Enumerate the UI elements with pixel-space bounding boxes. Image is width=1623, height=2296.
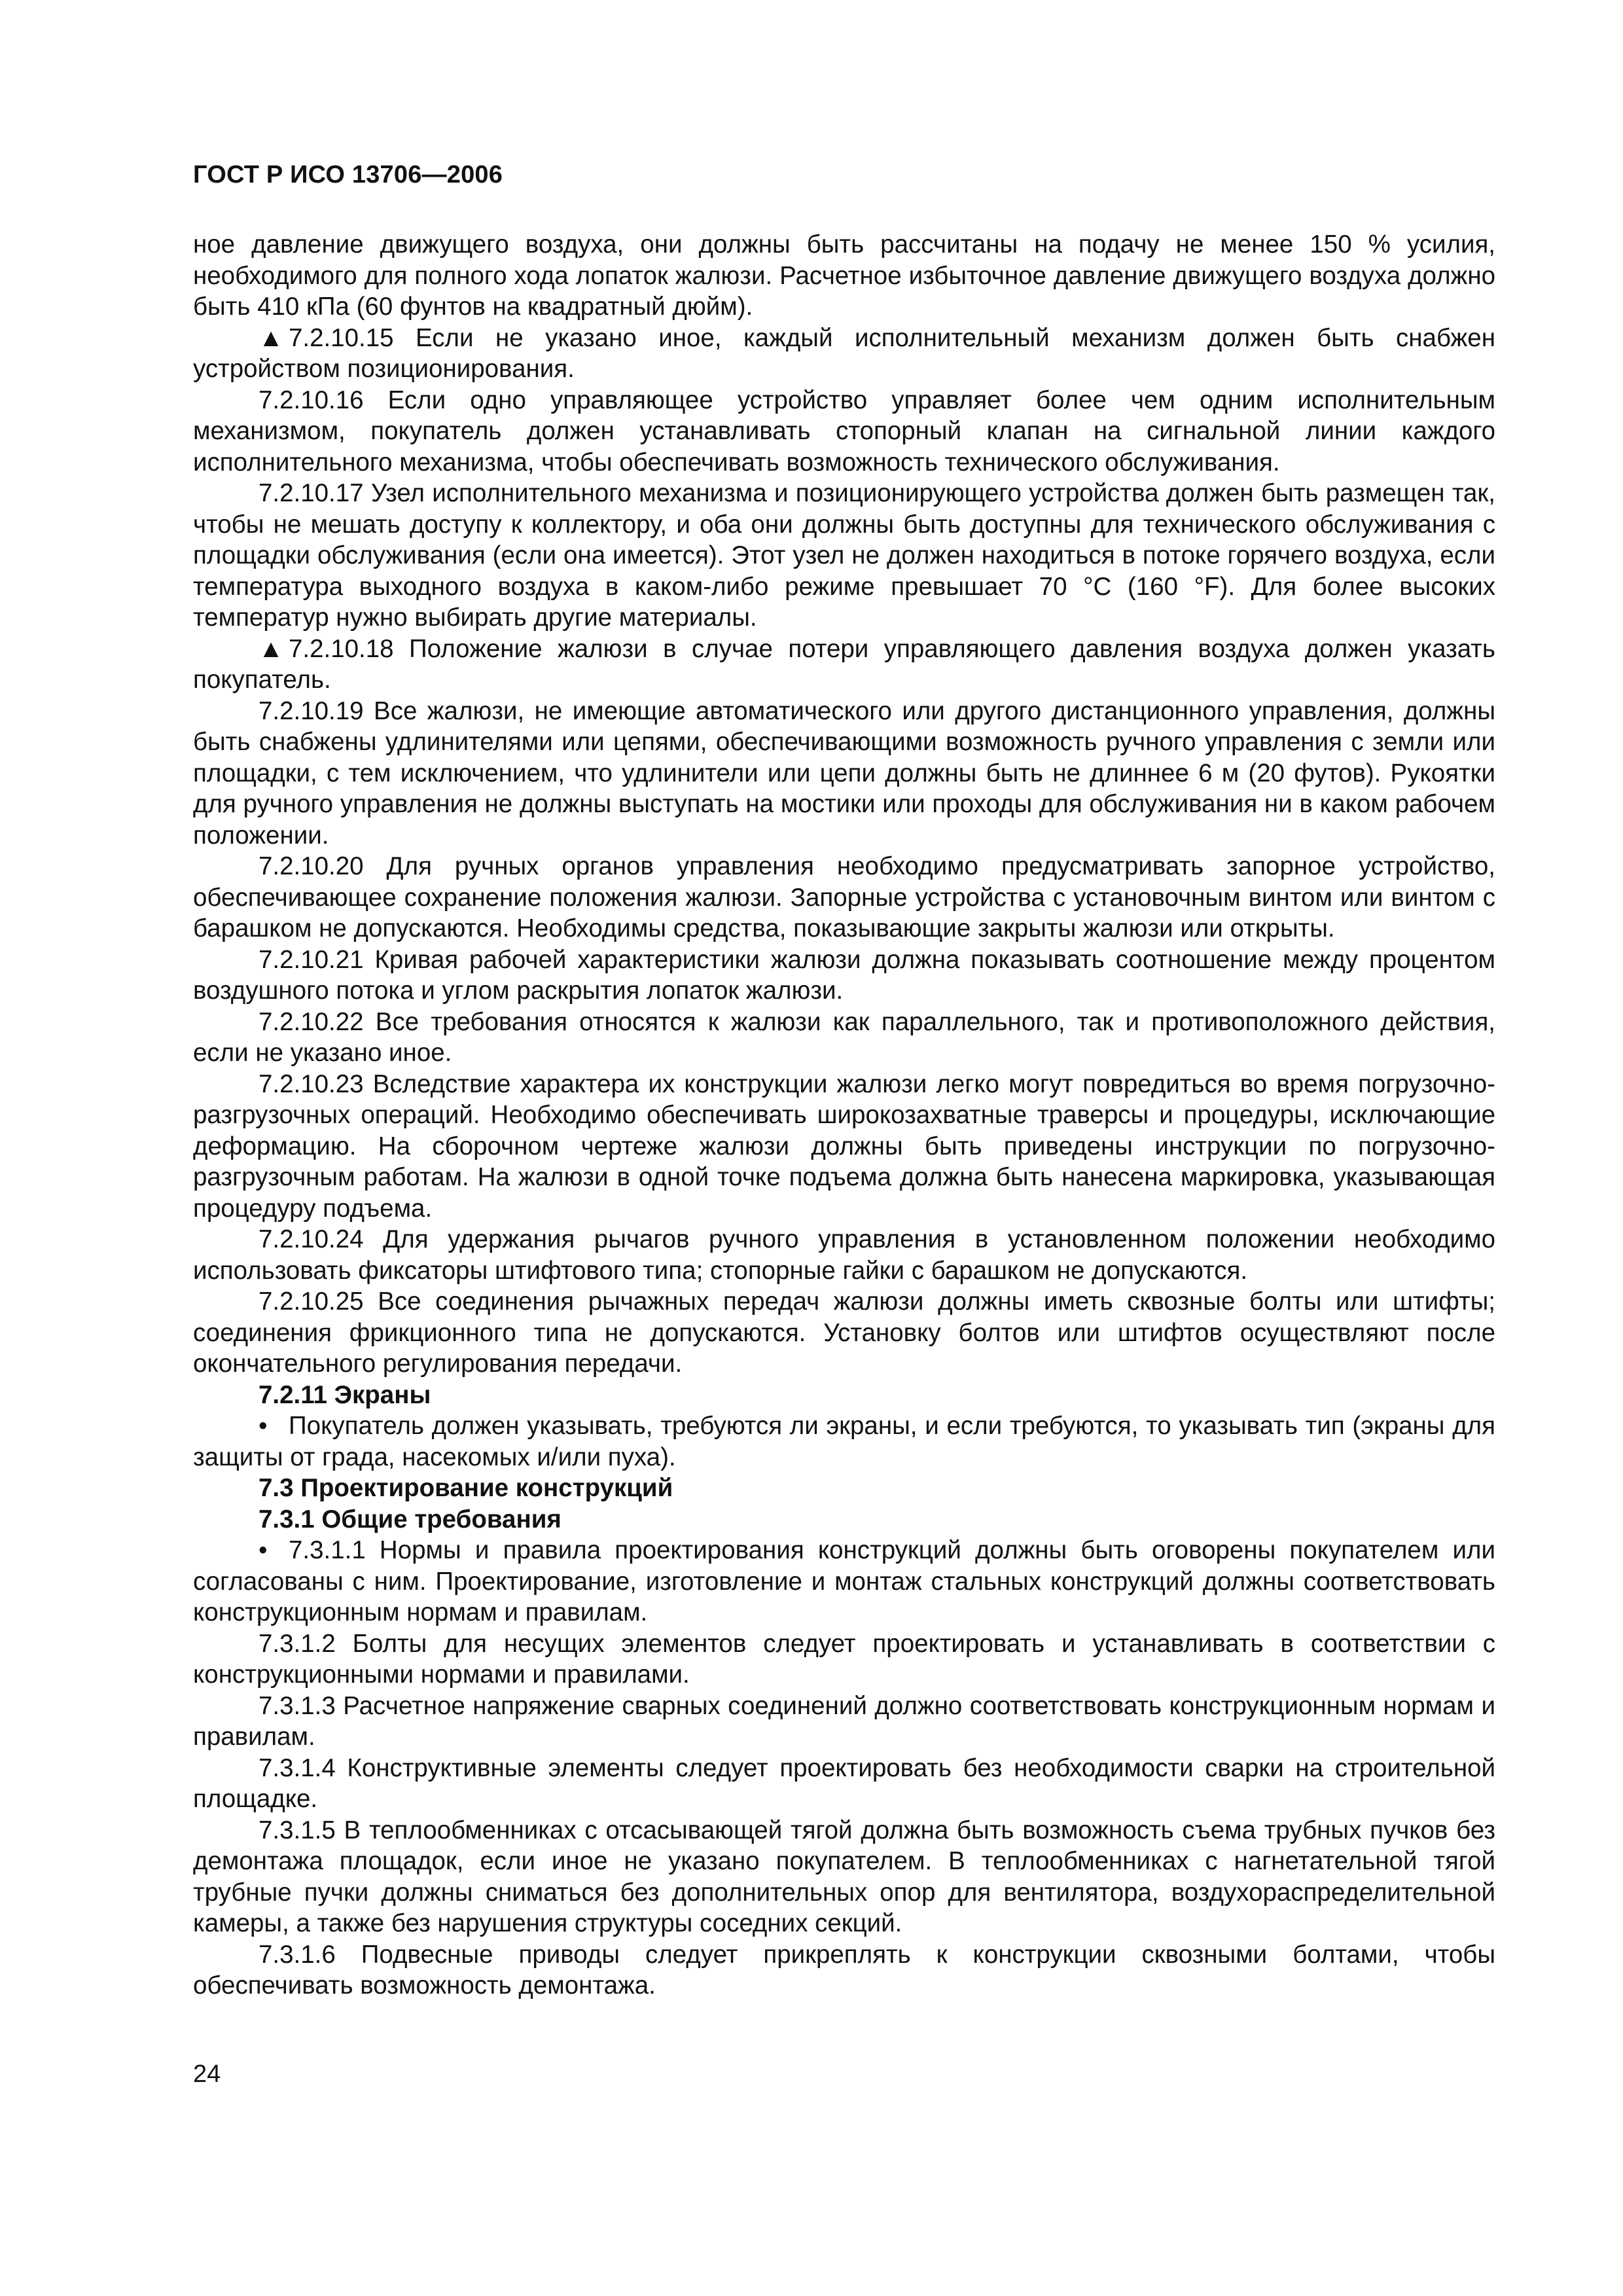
paragraph-text: 7.3.1.3 Расчетное напряжение сварных соединений должно соответствовать конструкционным нормам и правилам. xyxy=(193,1691,1495,1751)
paragraph-text: 7.2.10.19 Все жалюзи, не имеющие автоматического или другого дистанционного управления, должны быть снабжены удлинителями или цепями, обеспечивающими возможность ручного управления с земли или площадки, с тем исключением, что удлинители или цепи должны быть не длиннее 6 м (20 футов). Рукоятки для ручного управления не должны выступать на мостики или проходы для обслуживания ни в каком рабочем положении. xyxy=(193,696,1495,850)
paragraph xyxy=(193,696,1495,852)
bullet-marker-icon: • xyxy=(259,1536,268,1564)
paragraph-text: 7.2.10.24 Для удержания рычагов ручного управления в установленном положении необходимо использовать фиксаторы штифтового типа; стопорные гайки с барашком не допускаются. xyxy=(193,1225,1495,1285)
paragraph-text: 7.3.1 Общие требования xyxy=(259,1505,562,1534)
document-header: ГОСТ Р ИСО 13706—2006 xyxy=(193,161,503,188)
paragraph-text: 7.2.10.25 Все соединения рычажных передач жалюзи должны иметь сквозные болты или штифты; соединения фрикционного типа не допускаются. Установку болтов или штифтов осуществляют после окончательного регулирования передачи. xyxy=(193,1287,1495,1378)
page-number: 24 xyxy=(193,2060,221,2088)
paragraph-text: 7.2.10.18 Положение жалюзи в случае потери управляющего давления воздуха должен указать покупатель. xyxy=(193,634,1495,694)
paragraph xyxy=(193,1224,1495,1286)
paragraph xyxy=(193,1007,1495,1069)
paragraph-text: 7.3.1.1 Нормы и правила проектирования конструкций должны быть оговорены покупателем или согласованы с ним. Проектирование, изготовление и монтаж стальных конструкций должны соответствовать конструкционным нормам и правилам. xyxy=(193,1536,1495,1626)
paragraph-text: 7.2.10.23 Вследствие характера их конструкции жалюзи легко могут повредиться во время погрузочно-разгрузочных операций. Необходимо обеспечивать широкозахватные траверсы и процедуры, исключающие деформацию. На сборочном чертеже жалюзи должны быть приведены инструкции по погрузочно-разгрузочным работам. На жалюзи в одной точке подъема должна быть нанесена маркировка, указывающая процедуру подъема. xyxy=(193,1069,1495,1223)
paragraph-text: 7.2.10.20 Для ручных органов управления необходимо предусматривать запорное устройство, обеспечивающее сохранение положения жалюзи. Запорные устройства с установочным винтом или винтом с барашком не допускаются. Необходимы средства, показывающие закрыты жалюзи или открыты. xyxy=(193,852,1495,942)
paragraph-text: 7.2.11 Экраны xyxy=(259,1380,431,1409)
paragraph-text: ное давление движущего воздуха, они должны быть рассчитаны на подачу не менее 150 % усилия, необходимого для полного хода лопаток жалюзи. Расчетное избыточное давление движущего воздуха должно быть 410 кПа (60 фунтов на квадратный дюйм). xyxy=(193,230,1495,321)
paragraph-text: 7.3.1.4 Конструктивные элементы следует проектировать без необходимости сварки на строительной площадке. xyxy=(193,1753,1495,1813)
paragraph xyxy=(193,229,1495,323)
paragraph xyxy=(193,1815,1495,1939)
paragraph-text: 7.3.1.2 Болты для несущих элементов следует проектировать и устанавливать в соответствии с конструкционными нормами и правилами. xyxy=(193,1629,1495,1689)
paragraph xyxy=(193,1286,1495,1380)
triangle-marker-icon: ▲ xyxy=(259,634,284,663)
paragraph-text: 7.2.10.15 Если не указано иное, каждый исполнительный механизм должен быть снабжен устройством позиционирования. xyxy=(193,323,1495,383)
paragraph xyxy=(193,323,1495,385)
paragraph xyxy=(193,1473,1495,1504)
paragraph xyxy=(193,1410,1495,1473)
paragraph xyxy=(193,385,1495,478)
bullet-marker-icon: • xyxy=(259,1412,268,1440)
paragraph xyxy=(193,851,1495,944)
paragraph xyxy=(193,1939,1495,2001)
paragraph xyxy=(193,1628,1495,1691)
paragraph xyxy=(193,1691,1495,1753)
document-body xyxy=(193,229,1495,2001)
paragraph xyxy=(193,478,1495,634)
paragraph-text: Покупатель должен указывать, требуются ли экраны, и если требуются, то указывать тип (экраны для защиты от града, насекомых и/или пуха). xyxy=(193,1412,1495,1471)
paragraph xyxy=(193,1535,1495,1628)
paragraph xyxy=(193,1504,1495,1535)
paragraph xyxy=(193,1380,1495,1411)
paragraph-text: 7.2.10.16 Если одно управляющее устройство управляет более чем одним исполнительным механизмом, покупатель должен устанавливать стопорный клапан на сигнальной линии каждого исполнительного механизма, чтобы обеспечивать возможность технического обслуживания. xyxy=(193,386,1495,476)
paragraph-text: 7.2.10.17 Узел исполнительного механизма и позиционирующего устройства должен быть размещен так, чтобы не мешать доступу к коллектору, и оба они должны быть доступны для технического обслуживания с площадки обслуживания (если она имеется). Этот узел не должен находиться в потоке горячего воздуха, если температура выходного воздуха в каком-либо режиме превышает 70 °С (160 °F). Для более высоких температур нужно выбирать другие материалы. xyxy=(193,479,1495,632)
triangle-marker-icon: ▲ xyxy=(259,323,284,352)
paragraph xyxy=(193,634,1495,696)
paragraph xyxy=(193,1753,1495,1815)
paragraph xyxy=(193,944,1495,1007)
paragraph-text: 7.3.1.6 Подвесные приводы следует прикреплять к конструкции сквозными болтами, чтобы обеспечивать возможность демонтажа. xyxy=(193,1940,1495,2000)
paragraph-text: 7.3 Проектирование конструкций xyxy=(259,1474,673,1502)
paragraph-text: 7.2.10.21 Кривая рабочей характеристики жалюзи должна показывать соотношение между процентом воздушного потока и углом раскрытия лопаток жалюзи. xyxy=(193,945,1495,1005)
paragraph-text: 7.3.1.5 В теплообменниках с отсасывающей тягой должна быть возможность съема трубных пучков без демонтажа площадок, если иное не указано покупателем. В теплообменниках с нагнетательной тягой трубные пучки должны сниматься без дополнительных опор для вентилятора, воздухораспределительной камеры, а также без нарушения структуры соседних секций. xyxy=(193,1816,1495,1937)
paragraph xyxy=(193,1069,1495,1225)
paragraph-text: 7.2.10.22 Все требования относятся к жалюзи как параллельного, так и противоположного действия, если не указано иное. xyxy=(193,1007,1495,1067)
